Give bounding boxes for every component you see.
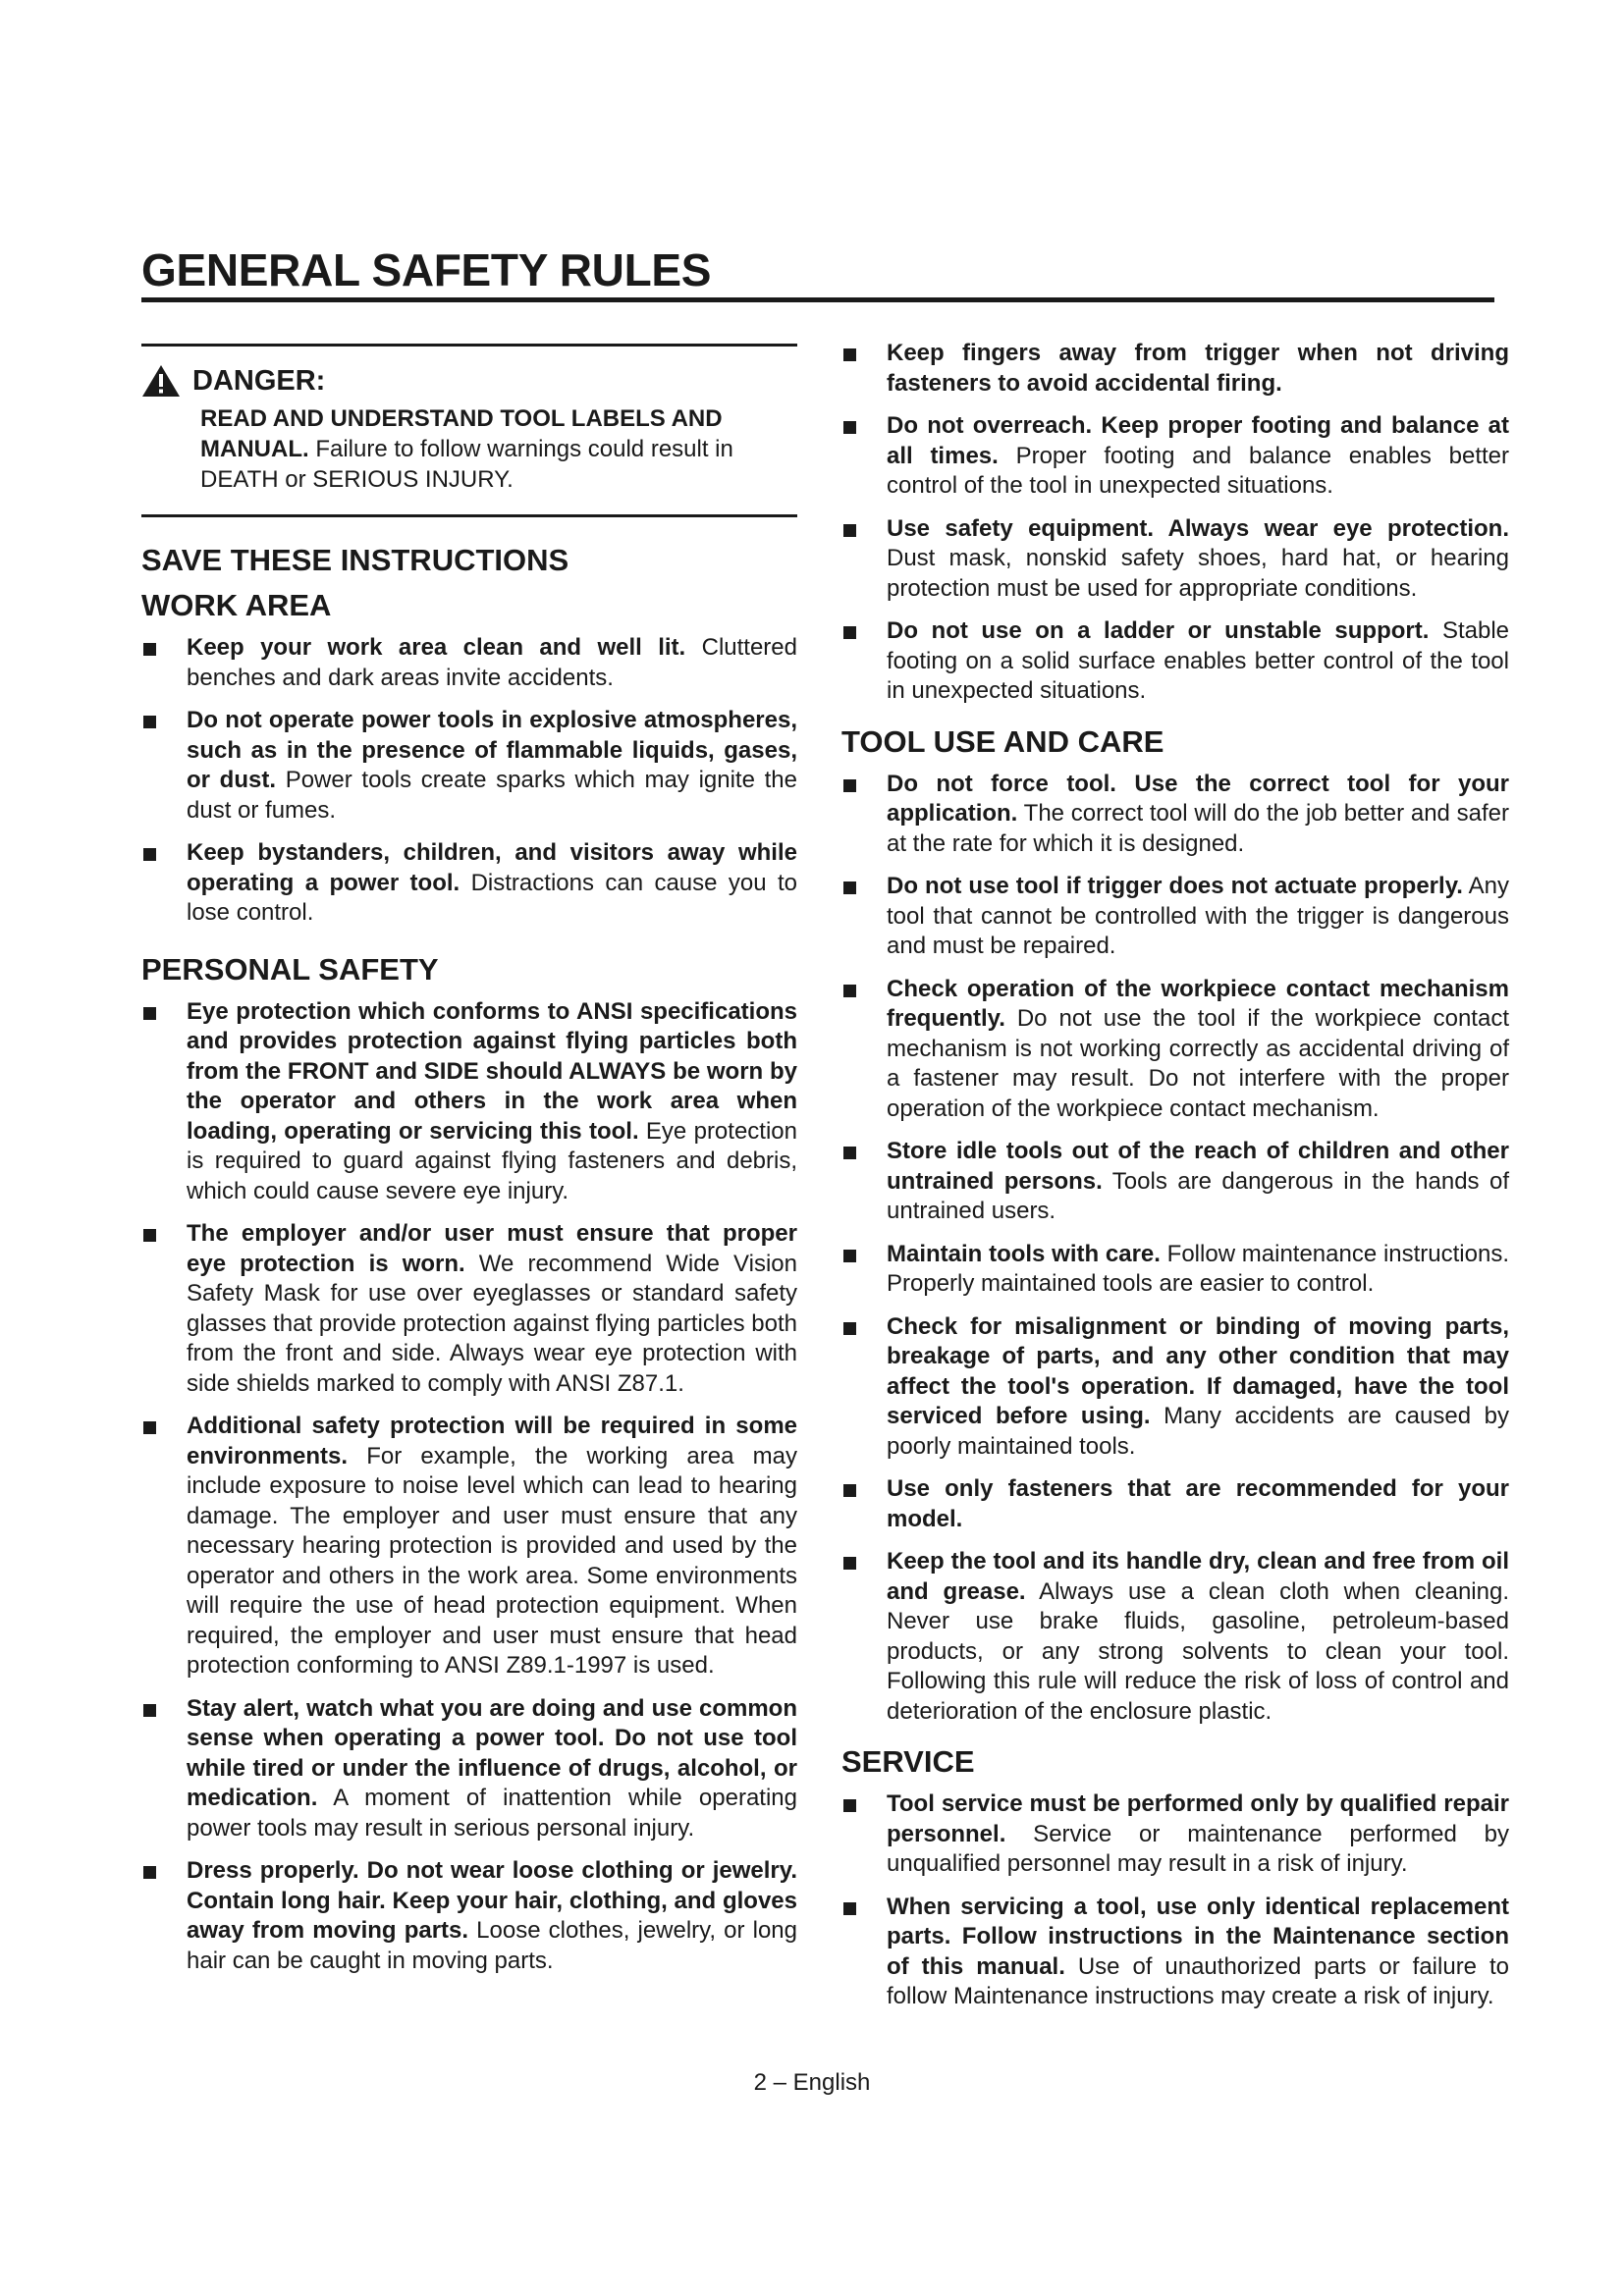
rule-item: [841, 1474, 1509, 1534]
rule-body-text: Service or maintenance performed by unqualified personnel may result in a risk of injury.: [887, 1820, 1509, 1877]
square-bullet-icon: [843, 626, 856, 639]
rule-bold-text: Do not force tool. Use the correct tool for your application.: [887, 770, 1509, 827]
rule-body-text: We recommend Wide Vision Safety Mask for use over eyeglasses or standard safety glasses that provide protection against flying particles both from the front and side. Always wear eye protection with side shields marked to comply with ANSI Z87.1.: [187, 1250, 797, 1397]
rule-bold-text: Store idle tools out of the reach of children and other untrained persons.: [887, 1138, 1509, 1195]
rule-body-text: Proper footing and balance enables better control of the tool in unexpected situations.: [887, 442, 1510, 499]
rule-body-text: Distractions can cause you to lose control.: [187, 869, 798, 926]
rule-bold-text: Keep bystanders, children, and visitors away while operating a power tool.: [187, 839, 797, 896]
rule-bold-text: Tool service must be performed only by qualified repair personnel.: [887, 1790, 1509, 1847]
rule-item: [841, 514, 1509, 605]
square-bullet-icon: [843, 1484, 856, 1497]
rule-body-text: Cluttered benches and dark areas invite accidents.: [187, 634, 797, 691]
square-bullet-icon: [843, 348, 856, 361]
rule-bold-text: Keep fingers away from trigger when not driving fasteners to avoid accidental firing.: [887, 340, 1509, 397]
square-bullet-icon: [843, 1799, 856, 1812]
rule-bold-text: Additional safety protection will be required in some environments.: [187, 1413, 797, 1469]
personal-safety-heading: PERSONAL SAFETY: [141, 951, 439, 987]
rule-body-text: Tools are dangerous in the hands of untrained users.: [887, 1167, 1509, 1224]
tool-use-heading: TOOL USE AND CARE: [841, 723, 1164, 759]
square-bullet-icon: [143, 1421, 156, 1434]
square-bullet-icon: [843, 1250, 856, 1262]
square-bullet-icon: [143, 1704, 156, 1717]
rule-item: [141, 838, 797, 929]
service-heading: SERVICE: [841, 1744, 975, 1779]
rule-body-text: Use of unauthorized parts or failure to follow Maintenance instructions may create a risk of injury.: [887, 1952, 1509, 2009]
page-footer: 2 – English: [753, 2069, 871, 2096]
rule-body-text: Power tools create sparks which may ignite the dust or fumes.: [187, 767, 797, 824]
rule-bold-text: Check operation of the workpiece contact mechanism frequently.: [887, 975, 1509, 1032]
rule-item: [141, 633, 797, 693]
rule-body-text: Always use a clean cloth when cleaning. Never use brake fluids, gasoline, petroleum-based products, or any strong solvents to clean your tool. Following this rule will reduce the risk of loss of control and deterioration of the enclosure plastic.: [887, 1577, 1509, 1725]
service-list: [841, 1789, 1509, 2012]
danger-bold: READ AND UNDERSTAND TOOL LABELS AND MANUAL.: [200, 405, 723, 462]
rule-bold-text: Check for misalignment or binding of moving parts, breakage of parts, and any other condition that may affect the tool's operation. If damaged, have the tool serviced before using.: [887, 1312, 1509, 1429]
square-bullet-icon: [843, 524, 856, 537]
rule-item: [141, 1856, 797, 1976]
left-column: [141, 339, 797, 1989]
rule-bold-text: Do not operate power tools in explosive atmospheres, such as in the presence of flammable liquids, gases, or dust.: [187, 707, 797, 793]
rule-bold-text: Eye protection which conforms to ANSI specifications and provides protection against flying particles both from the FRONT and SIDE should ALWAYS be worn by the operator and others in the work area when loading, operating or servicing this tool.: [187, 997, 797, 1145]
square-bullet-icon: [843, 1322, 856, 1335]
rule-item: [141, 706, 797, 826]
rule-item: [841, 1547, 1509, 1727]
rule-bold-text: When servicing a tool, use only identical replacement parts. Follow instructions in the Maintenance section of this manual.: [887, 1893, 1509, 1980]
rule-bold-text: Keep your work area clean and well lit.: [187, 634, 686, 661]
square-bullet-icon: [143, 716, 156, 728]
rule-item: [841, 1312, 1509, 1463]
rule-item: [141, 997, 797, 1207]
rule-bold-text: Stay alert, watch what you are doing and use common sense when operating a power tool. Do not use tool while tired or under the influence of drugs, alcohol, or medication.: [187, 1694, 797, 1811]
title-divider: [141, 297, 1494, 302]
rule-item: [841, 1137, 1509, 1227]
danger-title: DANGER:: [192, 364, 326, 397]
danger-text: [200, 403, 797, 495]
rule-item: [841, 1893, 1509, 2012]
rule-body-text: Many accidents are caused by poorly maintained tools.: [887, 1403, 1510, 1460]
square-bullet-icon: [143, 1007, 156, 1020]
rule-body-text: The correct tool will do the job better and safer at the rate for which it is designed.: [887, 800, 1509, 857]
work-area-list: [141, 633, 797, 929]
rule-item: [841, 411, 1509, 502]
rule-item: [841, 975, 1509, 1125]
rule-bold-text: Use safety equipment. Always wear eye protection.: [887, 514, 1509, 542]
save-instructions-heading: SAVE THESE INSTRUCTIONS: [141, 543, 569, 577]
rule-item: [841, 872, 1509, 962]
general-rules-list: [841, 339, 1509, 707]
danger-body-text: Failure to follow warnings could result in DEATH or SERIOUS INJURY.: [200, 436, 733, 493]
rule-body-text: A moment of inattention while operating power tools may result in serious personal injury.: [187, 1785, 797, 1842]
rule-item: [141, 1694, 797, 1844]
warning-triangle-icon: [141, 364, 181, 398]
square-bullet-icon: [143, 848, 156, 861]
rule-body-text: Eye protection is required to guard against flying fasteners and debris, which could cause severe eye injury.: [187, 1117, 797, 1204]
square-bullet-icon: [843, 1557, 856, 1570]
page-title: GENERAL SAFETY RULES: [141, 244, 712, 295]
square-bullet-icon: [143, 1866, 156, 1879]
danger-box: [141, 344, 797, 517]
work-area-heading: WORK AREA: [141, 588, 332, 622]
rule-bold-text: Use only fasteners that are recommended for your model.: [887, 1475, 1509, 1532]
rule-body-text: Follow maintenance instructions. Properly maintained tools are easier to control.: [887, 1240, 1509, 1297]
rule-bold-text: Do not use tool if trigger does not actuate properly.: [887, 873, 1463, 899]
square-bullet-icon: [143, 1229, 156, 1242]
tool-use-list: [841, 770, 1509, 1728]
rule-item: [841, 339, 1509, 399]
square-bullet-icon: [843, 881, 856, 894]
rule-item: [841, 1789, 1509, 1880]
rule-item: [141, 1412, 797, 1682]
rule-body-text: Loose clothes, jewelry, or long hair can be caught in moving parts.: [187, 1917, 797, 1974]
rule-body-text: Stable footing on a solid surface enables better control of the tool in unexpected situations.: [887, 617, 1510, 704]
rule-body-text: For example, the working area may include exposure to noise level which can lead to hearing damage. The employer and user must ensure that any necessary hearing protection is provided and used by the operator and others in the work area. Some environments will require the use of head protection equipment. When required, the employer and user must ensure that head protection conforming to ANSI Z89.1-1997 is used.: [187, 1442, 797, 1679]
rule-item: [141, 1219, 797, 1399]
rule-item: [841, 1240, 1509, 1300]
rule-bold-text: Do not overreach. Keep proper footing and balance at all times.: [887, 412, 1509, 469]
rule-bold-text: The employer and/or user must ensure that proper eye protection is worn.: [187, 1220, 797, 1277]
personal-safety-list: [141, 997, 797, 1977]
rule-bold-text: Dress properly. Do not wear loose clothing or jewelry. Contain long hair. Keep your hair, clothing, and gloves away from moving parts.: [187, 1857, 797, 1944]
square-bullet-icon: [843, 1902, 856, 1915]
rule-body-text: Any tool that cannot be controlled with the trigger is dangerous and must be repaired.: [887, 873, 1510, 959]
rule-bold-text: Do not use on a ladder or unstable support.: [887, 617, 1430, 644]
square-bullet-icon: [143, 643, 156, 656]
rule-bold-text: Keep the tool and its handle dry, clean and free from oil and grease.: [887, 1548, 1509, 1605]
square-bullet-icon: [843, 985, 856, 997]
right-column: [841, 339, 1509, 2025]
rule-item: [841, 770, 1509, 860]
rule-bold-text: Maintain tools with care.: [887, 1240, 1161, 1267]
rule-body-text: Do not use the tool if the workpiece contact mechanism is not working correctly as accidental driving of a fastener may result. Do not interfere with the proper operation of the workpiece contact mechanism.: [887, 1005, 1509, 1122]
rule-item: [841, 616, 1509, 707]
square-bullet-icon: [843, 779, 856, 792]
danger-header: [141, 364, 797, 398]
rule-body-text: Dust mask, nonskid safety shoes, hard hat, or hearing protection must be used for appropriate conditions.: [887, 545, 1509, 602]
square-bullet-icon: [843, 1147, 856, 1159]
square-bullet-icon: [843, 421, 856, 434]
